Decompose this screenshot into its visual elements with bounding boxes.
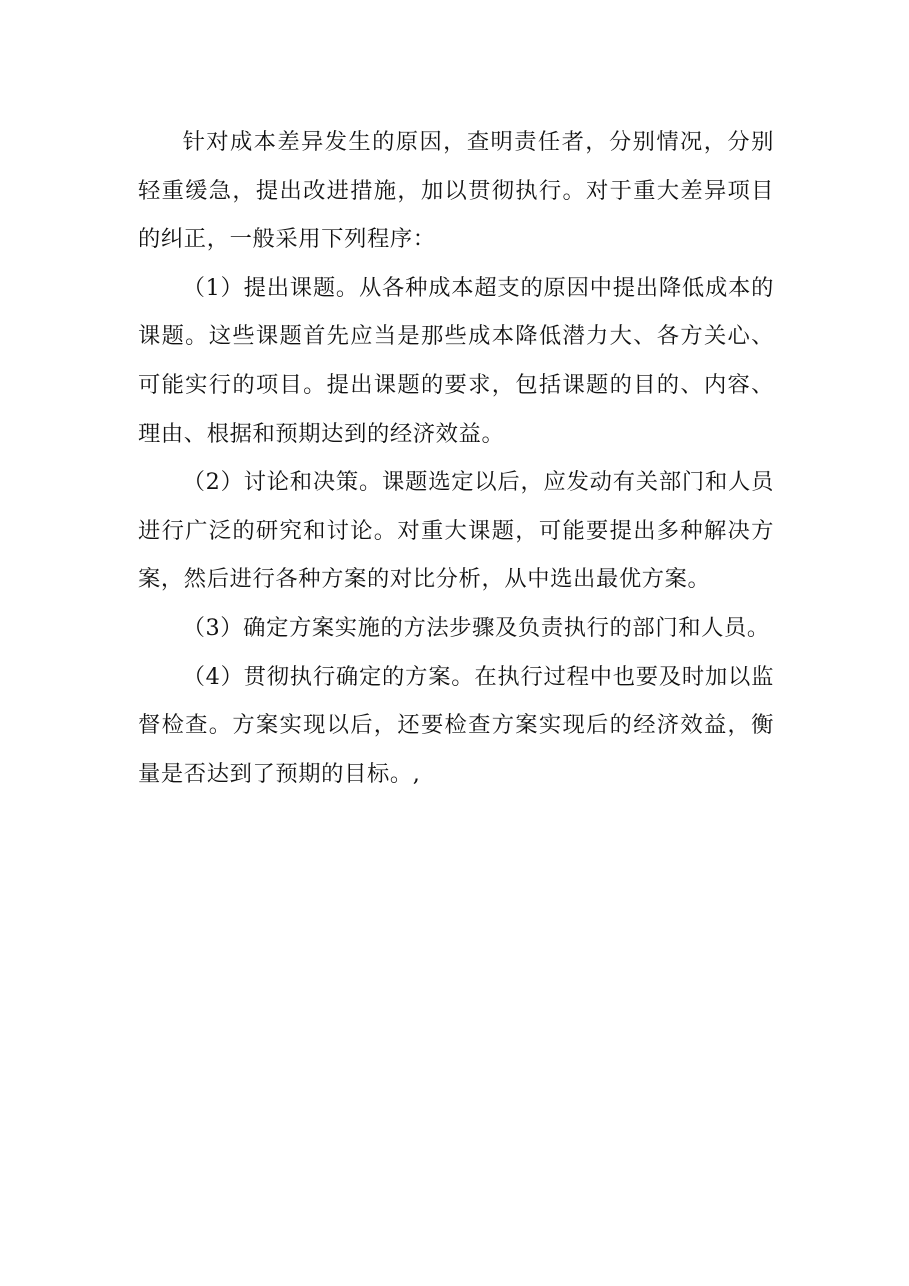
paragraph-step-4: （4）贯彻执行确定的方案。在执行过程中也要及时加以监督检查。方案实现以后，还要检查方案实现后的经济效益，衡量是否达到了预期的目标。, <box>138 663 774 787</box>
paragraph-intro: 针对成本差异发生的原因，查明责任者，分别情况，分别轻重缓急，提出改进措施，加以贯彻执行。对于重大差异项目的纠正，一般采用下列程序： <box>138 129 774 253</box>
paragraph-step-3: （3）确定方案实施的方法步骤及负责执行的部门和人员。 <box>182 614 770 641</box>
paragraph-step-1: （1）提出课题。从各种成本超支的原因中提出降低成本的课题。这些课题首先应当是那些成本降低潜力大、各方关心、可能实行的项目。提出课题的要求，包括课题的目的、内容、理由、根据和预期达到的经济效益。 <box>138 274 774 447</box>
paragraph-step-2: （2）讨论和决策。课题选定以后，应发动有关部门和人员进行广泛的研究和讨论。对重大课题，可能要提出多种解决方案，然后进行各种方案的对比分析，从中选出最优方案。 <box>138 469 774 593</box>
document-body <box>138 118 774 798</box>
